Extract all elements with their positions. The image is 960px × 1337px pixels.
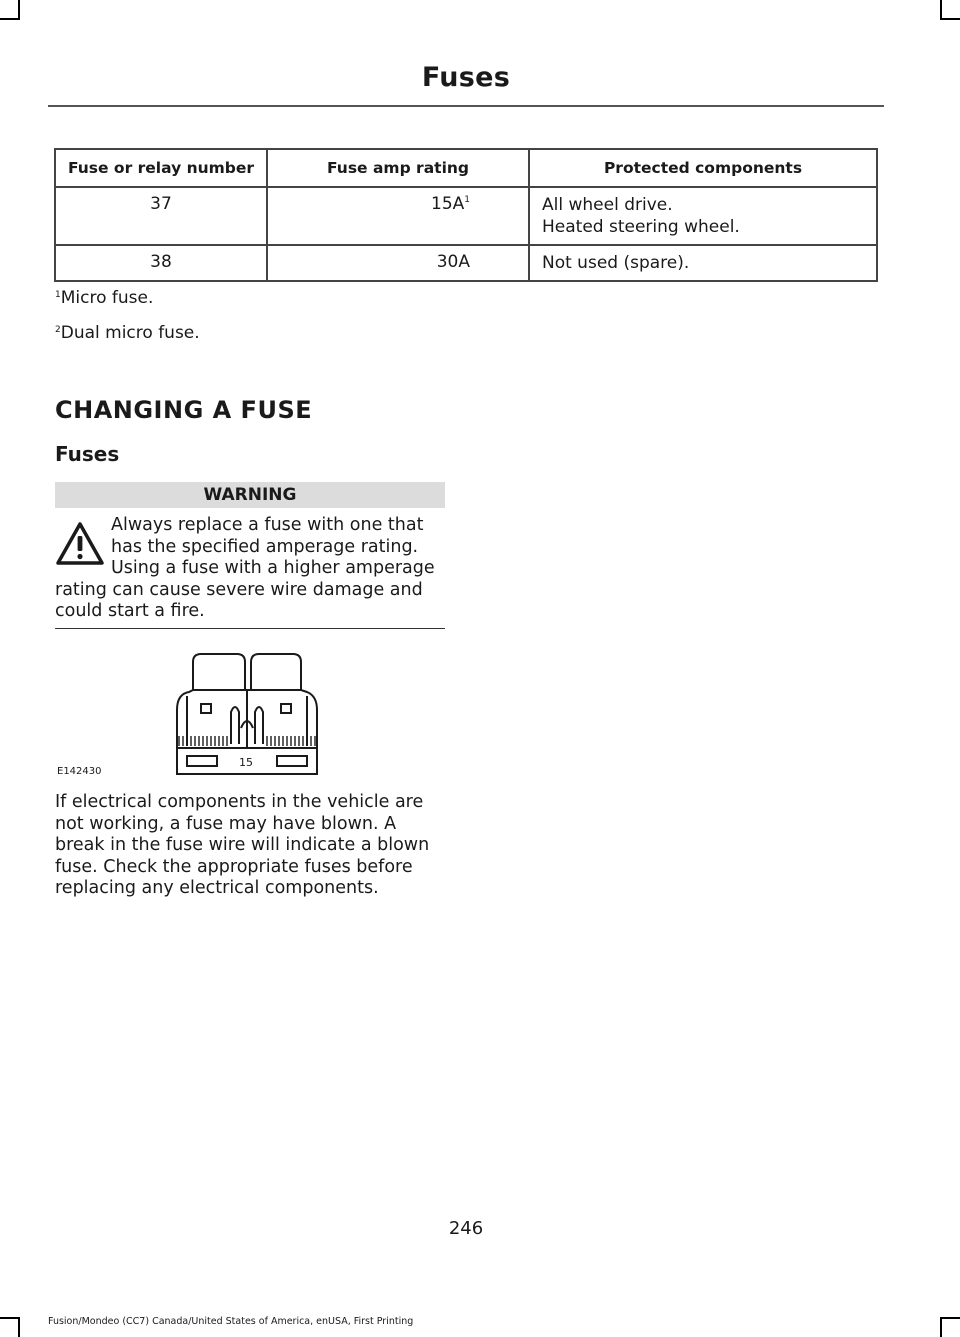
fuse-rating-cell (267, 245, 529, 281)
column-header: Fuse amp rating (267, 149, 529, 187)
footnote-text: Dual micro fuse. (60, 323, 200, 343)
table-row (55, 245, 877, 281)
crop-mark (940, 18, 960, 20)
table-row (55, 187, 877, 245)
sub-heading: Fuses (55, 442, 120, 466)
crop-mark (940, 0, 942, 20)
crop-mark (18, 0, 20, 20)
footnote-ref: 1 (464, 195, 470, 205)
page-title: Fuses (421, 62, 511, 93)
fuse-illustration (55, 650, 445, 778)
protected-components-cell (529, 245, 877, 281)
crop-mark (0, 18, 20, 20)
table-header-row (55, 149, 877, 187)
fuse-rating-label: 15 (239, 756, 253, 769)
footnote (55, 323, 200, 343)
warning-block (55, 515, 447, 623)
crop-mark (940, 1317, 942, 1337)
crop-mark (940, 1317, 960, 1319)
section-heading: CHANGING A FUSE (55, 396, 313, 424)
warning-text: Always replace a fuse with one that has the specified amperage rating. Using a fuse with a higher amperage rating can cause severe wire damage and could start a fire. (55, 515, 435, 622)
figure-code: E142430 (57, 766, 102, 777)
protected-components-cell (529, 187, 877, 245)
fuse-rating: 15A (431, 194, 465, 214)
warning-rule (55, 628, 445, 629)
fuse-rating-cell (267, 187, 529, 245)
warning-label: WARNING (55, 482, 445, 508)
warning-triangle-icon (55, 521, 105, 567)
page-number: 246 (448, 1218, 484, 1239)
component-line: Heated steering wheel. (542, 217, 740, 237)
fuse-number-cell: 37 (55, 187, 267, 245)
footnote-mark: 1 (55, 290, 61, 300)
fuse-rating: 30A (436, 252, 470, 272)
column-header: Fuse or relay number (55, 149, 267, 187)
crop-mark (18, 1317, 20, 1337)
footnote-text: Micro fuse. (60, 288, 154, 308)
component-line: Not used (spare). (542, 253, 690, 273)
footnote-mark: 2 (55, 325, 61, 335)
component-line: All wheel drive. (542, 195, 673, 215)
crop-mark (0, 1317, 20, 1319)
column-header: Protected components (529, 149, 877, 187)
document-footer: Fusion/Mondeo (CC7) Canada/United States of America, enUSA, First Printing (48, 1316, 414, 1327)
footnote (55, 288, 153, 308)
fuse-number-cell: 38 (55, 245, 267, 281)
header-rule (48, 105, 884, 107)
fuse-table (54, 148, 878, 282)
body-paragraph: If electrical components in the vehicle are not working, a fuse may have blown. A break in the fuse wire will indicate a blown fuse. Check the appropriate fuses before replacing any electrical components. (55, 792, 430, 899)
